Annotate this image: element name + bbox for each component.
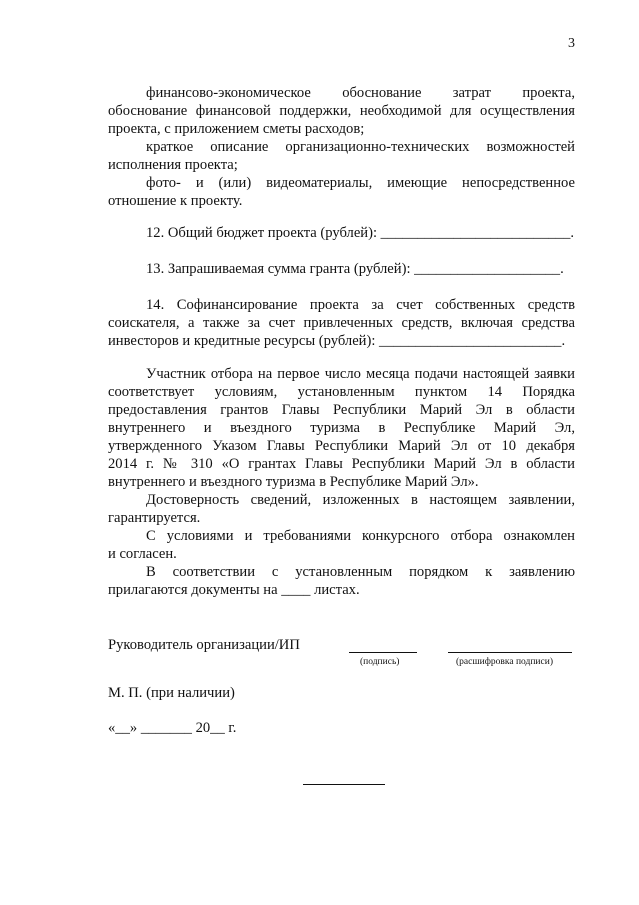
list-item: финансово-экономическое обоснование затрат проекта, [146, 85, 575, 101]
item-12-text: 12. Общий бюджет проекта (рублей): __________________________. [146, 225, 575, 241]
list-item: фото- и (или) видеоматериалы, имеющие непосредственное [146, 175, 575, 191]
paragraph-line: прилагаются документы на ____ листах. [108, 582, 360, 598]
paragraph-line: В соответствии с установленным порядком к заявлению [146, 564, 575, 580]
signature-line [349, 652, 417, 653]
item-13-text: 13. Запрашиваемая сумма гранта (рублей): ____________________. [146, 261, 564, 277]
list-item: обоснование финансовой поддержки, необходимой для осуществления [108, 103, 575, 119]
paragraph-line: внутреннего и въездного туризма в Республике Марий Эл». [108, 474, 479, 490]
page-number: 3 [568, 36, 575, 51]
date-line: «__» _______ 20__ г. [108, 720, 237, 736]
compliance-paragraph [108, 365, 575, 599]
list-item: отношение к проекту. [108, 193, 243, 209]
stamp-note: М. П. (при наличии) [108, 685, 235, 701]
end-divider [303, 784, 385, 785]
signature-caption: (подпись) [360, 657, 400, 667]
paragraph-line: соответствует условиям, установленным пунктом 14 Порядка [108, 384, 575, 400]
signature-decode-line [448, 652, 572, 653]
paragraph-line: 2014 г. № 310 «О грантах Главы Республики Марий Эл в области [108, 456, 575, 472]
item-12 [108, 224, 575, 242]
paragraph-line: предоставления грантов Главы Республики Марий Эл в области [108, 402, 575, 418]
signature-decode-caption: (расшифровка подписи) [456, 657, 553, 667]
list-item: исполнения проекта; [108, 157, 238, 173]
paragraph-line: гарантируется. [108, 510, 201, 526]
paragraph-line: Достоверность сведений, изложенных в настоящем заявлении, [146, 492, 575, 508]
item-14-line: соискателя, а также за счет привлеченных средств, включая средства [108, 315, 575, 331]
item-13 [108, 260, 575, 278]
list-item: проекта, с приложением сметы расходов; [108, 121, 365, 137]
documents-list [108, 84, 575, 210]
paragraph-line: и согласен. [108, 546, 177, 562]
item-14-line: 14. Софинансирование проекта за счет собственных средств [146, 297, 575, 313]
paragraph-line: С условиями и требованиями конкурсного отбора ознакомлен [146, 528, 575, 544]
item-14-line: инвесторов и кредитные ресурсы (рублей): _________________________. [108, 333, 566, 349]
list-item: краткое описание организационно-технических возможностей [146, 139, 575, 155]
paragraph-line: внутреннего и въездного туризма в Республике Марий Эл, [108, 420, 575, 436]
paragraph-line: утвержденного Указом Главы Республики Марий Эл от 10 декабря [108, 438, 575, 454]
signature-label: Руководитель организации/ИП [108, 637, 300, 653]
item-14 [108, 296, 575, 350]
paragraph-line: Участник отбора на первое число месяца подачи настоящей заявки [146, 366, 575, 382]
